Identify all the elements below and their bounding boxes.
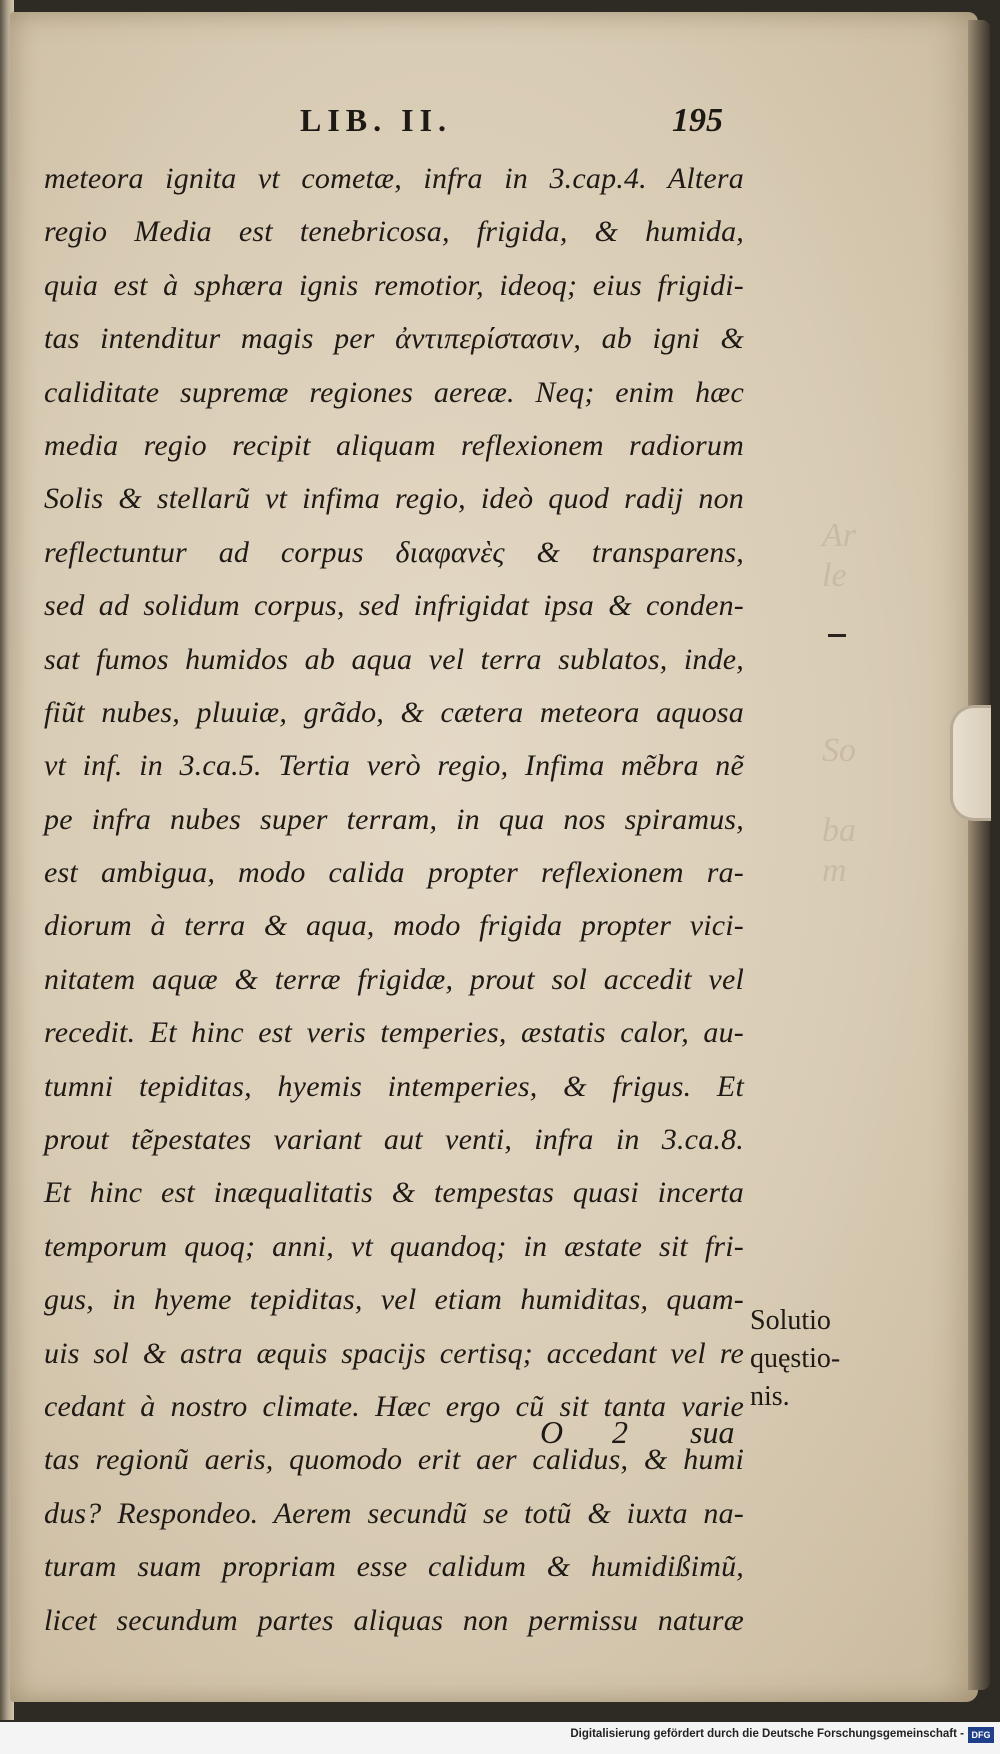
signature-mark: O bbox=[540, 1414, 564, 1450]
text-line: temporum quoq; anni, vt quandoq; in æstate sit fri- bbox=[44, 1229, 744, 1263]
margin-dash-mark bbox=[828, 634, 846, 637]
text-line: cedant à nostro climate. Hæc ergo cũ sit tanta varie bbox=[44, 1389, 744, 1423]
text-line: nitatem aquæ & terræ frigidæ, prout sol accedit vel bbox=[44, 962, 744, 996]
show-through-text: le bbox=[822, 557, 847, 594]
catchword: sua bbox=[690, 1414, 735, 1450]
running-head: LIB. II. bbox=[300, 102, 453, 138]
text-line: Et hinc est inæqualitatis & tempestas quasi incerta bbox=[44, 1176, 744, 1210]
text-line: vt inf. in 3.ca.5. Tertia verò regio, Infima mẽbra nẽ bbox=[44, 749, 744, 783]
text-line: diorum à terra & aqua, modo frigida propter vici- bbox=[44, 909, 744, 943]
text-line: dus? Respondeo. Aerem secundũ se totũ & iuxta na- bbox=[44, 1496, 744, 1530]
text-line: licet secundum partes aliquas non permissu naturæ bbox=[44, 1603, 744, 1637]
text-line: fiũt nubes, pluuiæ, grãdo, & cætera meteora aquosa bbox=[44, 695, 744, 729]
show-through-text: m bbox=[822, 852, 847, 889]
marginal-note bbox=[750, 1302, 840, 1416]
text-line: pe infra nubes super terram, in qua nos spiramus, bbox=[44, 802, 744, 836]
text-line: uis sol & astra æquis spacijs certisq; accedant vel re bbox=[44, 1336, 744, 1370]
text-line: est ambigua, modo calida propter reflexionem ra- bbox=[44, 856, 744, 890]
signature-number: 2 bbox=[612, 1414, 628, 1450]
page-edge-shadow bbox=[968, 20, 990, 1690]
text-line: reflectuntur ad corpus διαφανὲς & transparens, bbox=[44, 535, 744, 569]
text-line: tas intenditur magis per ἀντιπερίστασιν, ab igni & bbox=[44, 322, 744, 356]
text-line: caliditate supremæ regiones aereæ. Neq; enim hæc bbox=[44, 375, 744, 409]
dfg-logo: DFG bbox=[968, 1727, 994, 1743]
text-line: gus, in hyeme tepiditas, vel etiam humiditas, quam- bbox=[44, 1283, 744, 1317]
text-line: media regio recipit aliquam reflexionem radiorum bbox=[44, 428, 744, 462]
text-line: Solis & stellarũ vt infima regio, ideò quod radij non bbox=[44, 482, 744, 516]
book-page bbox=[10, 12, 978, 1702]
show-through-text: ba bbox=[822, 812, 856, 849]
text-line: quia est à sphæra ignis remotior, ideoq; eius frigidi- bbox=[44, 268, 744, 302]
text-line: sed ad solidum corpus, sed infrigidat ipsa & conden- bbox=[44, 589, 744, 623]
footer-bar bbox=[0, 1722, 1000, 1754]
show-through-text: Ar bbox=[822, 517, 856, 554]
page-number: 195 bbox=[672, 102, 723, 139]
text-line: regio Media est tenebricosa, frigida, & humida, bbox=[44, 215, 744, 249]
text-line: tumni tepiditas, hyemis intemperies, & frigus. Et bbox=[44, 1069, 744, 1103]
marginal-note-line: Solutio bbox=[750, 1305, 831, 1336]
text-line: recedit. Et hinc est veris temperies, æstatis calor, au- bbox=[44, 1016, 744, 1050]
text-line: sat fumos humidos ab aqua vel terra sublatos, inde, bbox=[44, 642, 744, 676]
page-clip-tab bbox=[950, 705, 991, 821]
text-line: tas regionũ aeris, quomodo erit aer calidus, & humi bbox=[44, 1443, 744, 1477]
show-through-text: So bbox=[822, 732, 856, 769]
body-text bbox=[44, 152, 744, 1647]
text-line: meteora ignita vt cometæ, infra in 3.cap.4. Altera bbox=[44, 162, 744, 195]
funding-credit: Digitalisierung gefördert durch die Deutsche Forschungsgemeinschaft - bbox=[570, 1728, 964, 1740]
text-line: turam suam propriam esse calidum & humidißimũ, bbox=[44, 1550, 744, 1584]
marginal-note-line: nis. bbox=[750, 1381, 790, 1412]
text-line: prout tẽpestates variant aut venti, infra in 3.ca.8. bbox=[44, 1123, 744, 1157]
marginal-note-line: quęstio- bbox=[750, 1343, 841, 1374]
